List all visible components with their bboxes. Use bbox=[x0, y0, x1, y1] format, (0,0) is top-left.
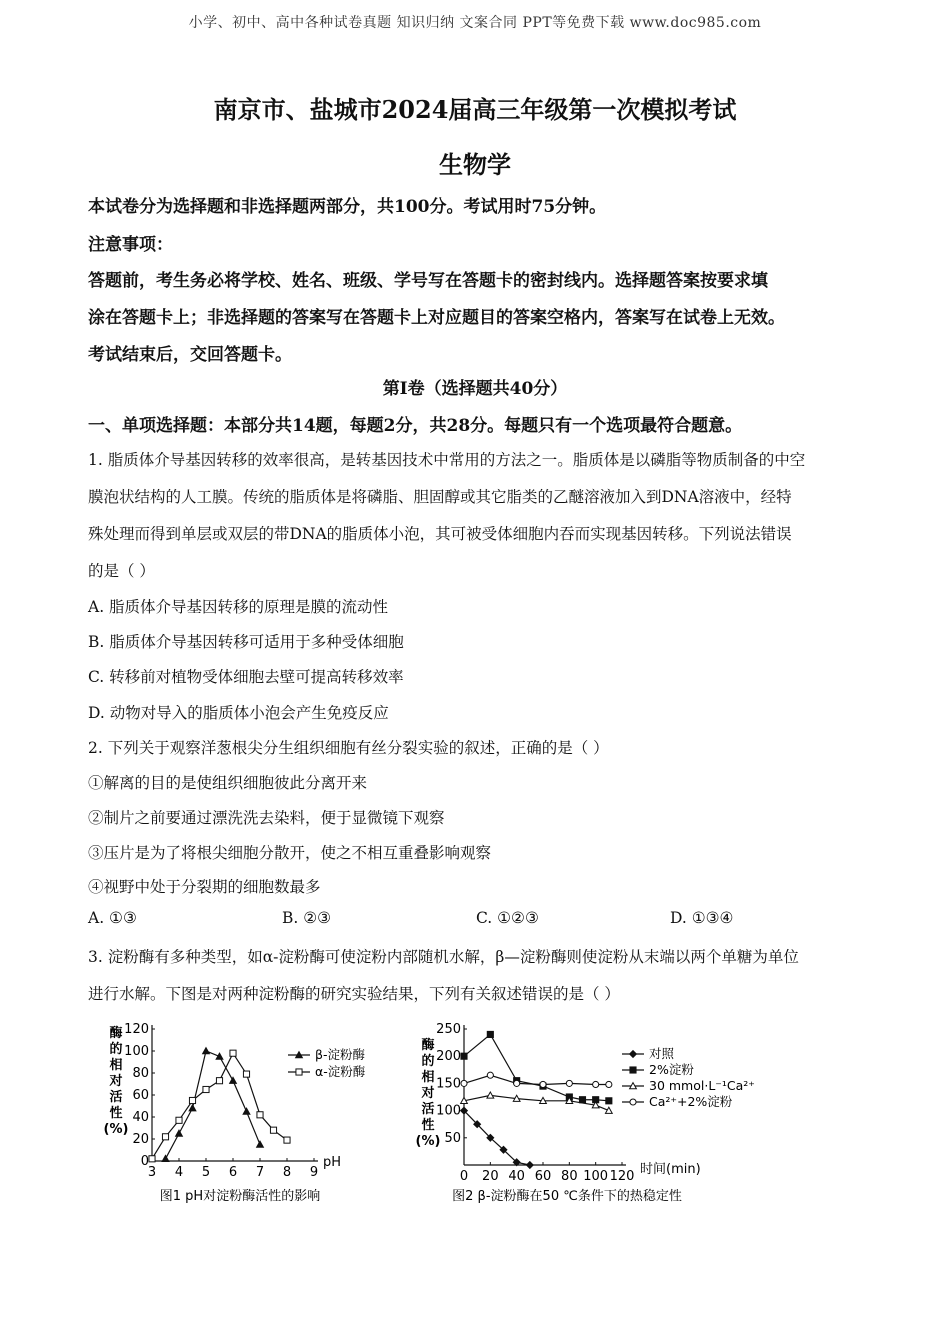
section-title: 第Ⅰ卷（选择题共40分） bbox=[382, 379, 568, 399]
fig2-y-tick-label: 100 bbox=[436, 1103, 461, 1119]
intro-line-2: 答题前，考生务必将学校、姓名、班级、学号写在答题卡的密封线内。选择题答案按要求填 bbox=[88, 271, 768, 291]
fig1-y-axis-label-char: 活 bbox=[109, 1090, 123, 1105]
fig1-x-tick-label: 6 bbox=[228, 1165, 238, 1180]
fig2-series-line-2 bbox=[464, 1034, 609, 1100]
subject-title: 生物学 bbox=[439, 150, 511, 179]
fig1-legend-marker bbox=[296, 1069, 302, 1075]
fig1-x-tick-label: 3 bbox=[147, 1165, 157, 1180]
fig1-y-tick-label: 60 bbox=[132, 1088, 149, 1103]
fig2-x-tick-label: 60 bbox=[534, 1169, 552, 1184]
fig1-x-tick-label: 7 bbox=[255, 1165, 265, 1180]
q3-line-1: 3. 淀粉酶有多种类型，如α-淀粉酶可使淀粉内部随机水解，β—淀粉酶则使淀粉从末端以两个单糖为单位 bbox=[88, 948, 799, 966]
fig2-data-point bbox=[579, 1097, 585, 1103]
fig1-y-axis-label-char: 对 bbox=[109, 1074, 123, 1089]
fig2-x-tick-label: 40 bbox=[508, 1169, 525, 1184]
fig1-data-point bbox=[230, 1077, 237, 1083]
fig1-data-point bbox=[270, 1127, 276, 1133]
fig1-caption: 图1 pH对淀粉酶活性的影响 bbox=[159, 1189, 321, 1204]
fig2-x-tick-label: 120 bbox=[609, 1169, 635, 1184]
fig2-y-axis-label-char: 活 bbox=[421, 1102, 435, 1117]
fig1-y-axis-label-char: 相 bbox=[109, 1058, 123, 1073]
fig1-y-tick-label: 40 bbox=[132, 1110, 149, 1125]
fig2-data-point bbox=[566, 1080, 572, 1086]
fig2-legend-label: 2%淀粉 bbox=[649, 1062, 694, 1077]
fig2-legend-marker bbox=[630, 1099, 636, 1105]
intro-line-3: 涂在答题卡上；非选择题的答案写在答题卡上对应题目的答案空格内，答案写在试卷上无效。 bbox=[88, 308, 785, 328]
q2-stem: 2. 下列关于观察洋葱根尖分生组织细胞有丝分裂实验的叙述，正确的是（ ） bbox=[88, 739, 609, 757]
intro-line-1: 本试卷分为选择题和非选择题两部分，共100分。考试用时75分钟。 bbox=[88, 197, 607, 217]
exam-title: 南京市、盐城市2024届高三年级第一次模拟考试 bbox=[213, 95, 737, 124]
fig1-data-point bbox=[257, 1141, 264, 1147]
fig2-y-tick-label: 50 bbox=[444, 1130, 461, 1146]
fig2-data-point bbox=[606, 1098, 612, 1104]
fig1-y-axis-label-char: 的 bbox=[109, 1042, 123, 1057]
fig1-x-tick-label: 9 bbox=[309, 1165, 319, 1180]
fig2-data-point bbox=[487, 1031, 493, 1037]
fig2-x-tick-label: 100 bbox=[583, 1169, 609, 1184]
fig1-legend-label: β-淀粉酶 bbox=[315, 1047, 365, 1062]
q2-option-a: A. ①③ bbox=[88, 909, 137, 927]
fig2-y-tick-label: 150 bbox=[436, 1076, 461, 1092]
fig2-data-point bbox=[487, 1092, 494, 1098]
fig2-legend-marker bbox=[630, 1067, 636, 1073]
fig1-data-point bbox=[149, 1156, 155, 1162]
q1-option-d: D. 动物对导入的脂质体小泡会产生免疫反应 bbox=[88, 704, 389, 722]
fig2-x-tick-label: 20 bbox=[482, 1169, 499, 1184]
q2-item-1: ①解离的目的是使组织细胞彼此分离开来 bbox=[88, 774, 368, 792]
q2-option-c: C. ①②③ bbox=[476, 909, 539, 927]
fig1-legend-label: α-淀粉酶 bbox=[315, 1064, 366, 1079]
fig1-y-tick-label: 80 bbox=[132, 1066, 149, 1081]
q1-option-a: A. 脂质体介导基因转移的原理是膜的流动性 bbox=[88, 598, 389, 616]
fig1-data-point bbox=[230, 1050, 236, 1056]
fig2-legend-label: Ca²⁺+2%淀粉 bbox=[649, 1094, 733, 1109]
fig1-data-point bbox=[203, 1048, 210, 1054]
fig1-x-tick-label: 8 bbox=[282, 1165, 292, 1180]
fig1-y-axis-label-char: 性 bbox=[109, 1106, 123, 1121]
fig2-x-tick-label: 80 bbox=[561, 1169, 578, 1184]
fig2-legend-label: 30 mmol·L⁻¹Ca²⁺ bbox=[649, 1078, 755, 1093]
fig2-y-tick-label: 200 bbox=[436, 1049, 461, 1065]
fig2-series-line-3 bbox=[464, 1095, 609, 1110]
fig1-data-point bbox=[176, 1117, 182, 1123]
fig1-x-tick-label: 5 bbox=[201, 1165, 211, 1180]
fig2-data-point bbox=[487, 1072, 493, 1078]
fig2-legend-marker bbox=[630, 1051, 637, 1058]
fig2-series-line-4 bbox=[464, 1075, 609, 1084]
fig2-x-tick-label: 0 bbox=[459, 1169, 469, 1184]
fig2-y-axis-label-char: 酶 bbox=[421, 1038, 435, 1053]
fig2-y-axis-label-char: 性 bbox=[421, 1118, 435, 1133]
fig1-series-line-1 bbox=[166, 1051, 261, 1159]
q1-line-3: 殊处理而得到单层或双层的带DNA的脂质体小泡，其可被受体细胞内吞而实现基因转移。下列说法错误 bbox=[88, 525, 792, 543]
fig2-series-line-1 bbox=[464, 1111, 530, 1165]
fig1-data-point bbox=[176, 1130, 183, 1136]
fig1-data-point bbox=[162, 1155, 169, 1161]
fig1-x-tick-label: 4 bbox=[174, 1165, 184, 1180]
fig1-data-point bbox=[243, 1071, 249, 1077]
fig1-y-tick-label: 100 bbox=[124, 1044, 149, 1059]
fig1-data-point bbox=[216, 1078, 222, 1084]
fig2-caption: 图2 β-淀粉酶在50 ℃条件下的热稳定性 bbox=[452, 1189, 682, 1204]
q2-item-2: ②制片之前要通过漂洗洗去染料，便于显微镜下观察 bbox=[88, 809, 445, 827]
part1-title: 一、单项选择题：本部分共14题，每题2分，共28分。每题只有一个选项最符合题意。 bbox=[88, 416, 743, 436]
fig2-y-axis-label-char: 相 bbox=[421, 1070, 435, 1085]
fig1-data-point bbox=[243, 1108, 250, 1114]
fig1-y-tick-label: 120 bbox=[124, 1022, 149, 1037]
fig2-y-axis-label-char: 对 bbox=[421, 1086, 435, 1101]
figure-1-chart bbox=[90, 1015, 390, 1210]
q1-option-b: B. 脂质体介导基因转移可适用于多种受体细胞 bbox=[88, 633, 404, 651]
q2-item-4: ④视野中处于分裂期的细胞数最多 bbox=[88, 878, 321, 896]
fig1-data-point bbox=[257, 1112, 263, 1118]
q1-line-4: 的是（ ） bbox=[88, 562, 155, 580]
fig1-y-axis-label-char: (%) bbox=[103, 1122, 129, 1137]
fig1-series-line-2 bbox=[152, 1053, 287, 1159]
fig2-y-axis-label-char: 的 bbox=[421, 1054, 435, 1069]
q2-option-b: B. ②③ bbox=[282, 909, 332, 927]
fig2-data-point bbox=[514, 1080, 520, 1086]
fig2-x-axis-label: 时间(min) bbox=[640, 1162, 701, 1177]
fig1-x-axis-label: pH bbox=[323, 1155, 342, 1170]
fig2-data-point bbox=[606, 1081, 612, 1087]
fig2-data-point bbox=[461, 1080, 467, 1086]
fig2-data-point bbox=[526, 1162, 533, 1169]
fig2-y-axis-label-char: (%) bbox=[415, 1134, 441, 1149]
fig2-data-point bbox=[461, 1053, 467, 1059]
q3-line-2: 进行水解。下图是对两种淀粉酶的研究实验结果，下列有关叙述错误的是（ ） bbox=[88, 985, 620, 1003]
q2-item-3: ③压片是为了将根尖细胞分散开，使之不相互重叠影响观察 bbox=[88, 844, 492, 862]
fig1-y-tick-label: 0 bbox=[140, 1154, 149, 1169]
fig1-data-point bbox=[203, 1086, 209, 1092]
fig1-data-point bbox=[189, 1105, 196, 1111]
q1-line-2: 膜泡状结构的人工膜。传统的脂质体是将磷脂、胆固醇或其它脂类的乙醚溶液加入到DNA溶液中，经特 bbox=[88, 488, 792, 506]
q1-option-c: C. 转移前对植物受体细胞去壁可提高转移效率 bbox=[88, 668, 404, 686]
fig2-y-tick-label: 250 bbox=[436, 1022, 461, 1037]
fig2-legend-label: 对照 bbox=[649, 1046, 675, 1061]
fig2-data-point bbox=[540, 1081, 546, 1087]
fig1-y-axis-label-char: 酶 bbox=[109, 1026, 123, 1041]
q2-option-d: D. ①③④ bbox=[670, 909, 734, 927]
fig1-data-point bbox=[284, 1137, 290, 1143]
notice-label: 注意事项： bbox=[88, 235, 173, 255]
figure-2-chart bbox=[412, 1015, 772, 1210]
site-header: 小学、初中、高中各种试卷真题 知识归纳 文案合同 PPT等免费下载 www.doc985.com bbox=[188, 15, 762, 31]
fig1-data-point bbox=[189, 1097, 195, 1103]
fig1-y-tick-label: 20 bbox=[132, 1132, 149, 1147]
fig1-data-point bbox=[162, 1134, 168, 1140]
intro-line-4: 考试结束后，交回答题卡。 bbox=[88, 345, 292, 365]
q1-line-1: 1. 脂质体介导基因转移的效率很高，是转基因技术中常用的方法之一。脂质体是以磷脂等物质制备的中空 bbox=[88, 451, 806, 469]
fig2-data-point bbox=[593, 1081, 599, 1087]
